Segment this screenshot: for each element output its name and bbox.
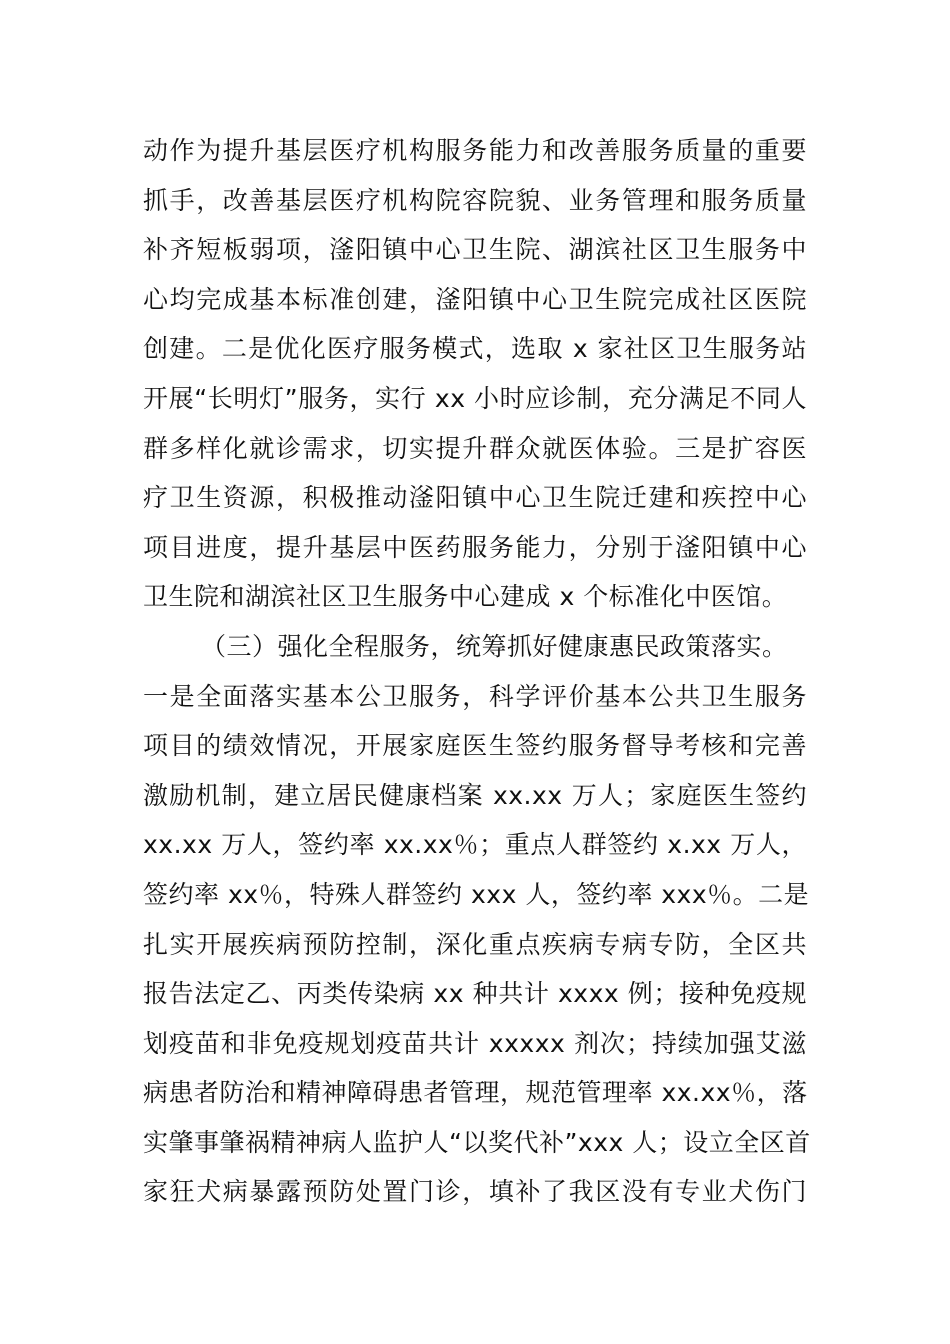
text-line: 卫生院和湖滨社区卫生服务中心建成 x 个标准化中医馆。 <box>143 582 788 612</box>
text-line: 扎实开展疾病预防控制，深化重点疾病专病专防，全区共 <box>143 929 807 959</box>
text-line: 项目进度，提升基层中医药服务能力，分别于滏阳镇中心 <box>143 532 807 562</box>
text-line: 激励机制，建立居民健康档案 xx.xx 万人；家庭医生签约 <box>143 780 807 810</box>
text-line: 划疫苗和非免疫规划疫苗共计 xxxxx 剂次；持续加强艾滋 <box>143 1028 807 1058</box>
text-line: 动作为提升基层医疗机构服务能力和改善服务质量的重要 <box>143 136 807 165</box>
document-body <box>143 126 811 1217</box>
text-line: 抓手，改善基层医疗机构院容院貌、业务管理和服务质量 <box>143 185 807 215</box>
text-line: 补齐短板弱项，滏阳镇中心卫生院、湖滨社区卫生服务中 <box>143 235 807 265</box>
text-line: 实肇事肇祸精神病人监护人“以奖代补”xxx 人；设立全区首 <box>143 1127 811 1157</box>
text-line: 报告法定乙、丙类传染病 xx 种共计 xxxx 例；接种免疫规 <box>143 979 807 1009</box>
text-line: 项目的绩效情况，开展家庭医生签约服务督导考核和完善 <box>143 731 807 761</box>
text-line: xx.xx 万人，签约率 xx.xx％；重点人群签约 x.xx 万人， <box>143 830 807 860</box>
text-line: 开展“长明灯”服务，实行 xx 小时应诊制，充分满足不同人 <box>143 383 807 413</box>
text-line: 疗卫生资源，积极推动滏阳镇中心卫生院迁建和疾控中心 <box>143 483 807 513</box>
text-line: 签约率 xx％，特殊人群签约 xxx 人，签约率 xxx％。二是 <box>143 879 810 909</box>
text-line: 创建。二是优化医疗服务模式，选取 x 家社区卫生服务站 <box>143 334 807 364</box>
text-line: 病患者防治和精神障碍患者管理，规范管理率 xx.xx％，落 <box>143 1078 808 1108</box>
text-line: 家狂犬病暴露预防处置门诊，填补了我区没有专业犬伤门 <box>143 1177 807 1207</box>
text-line: 一是全面落实基本公卫服务，科学评价基本公共卫生服务 <box>143 681 807 711</box>
text-line: 群多样化就诊需求，切实提升群众就医体验。三是扩容医 <box>143 433 807 463</box>
text-line: 心均完成基本标准创建，滏阳镇中心卫生院完成社区医院 <box>143 284 807 314</box>
section-heading: （三）强化全程服务，统筹抓好健康惠民政策落实。 <box>201 631 788 661</box>
